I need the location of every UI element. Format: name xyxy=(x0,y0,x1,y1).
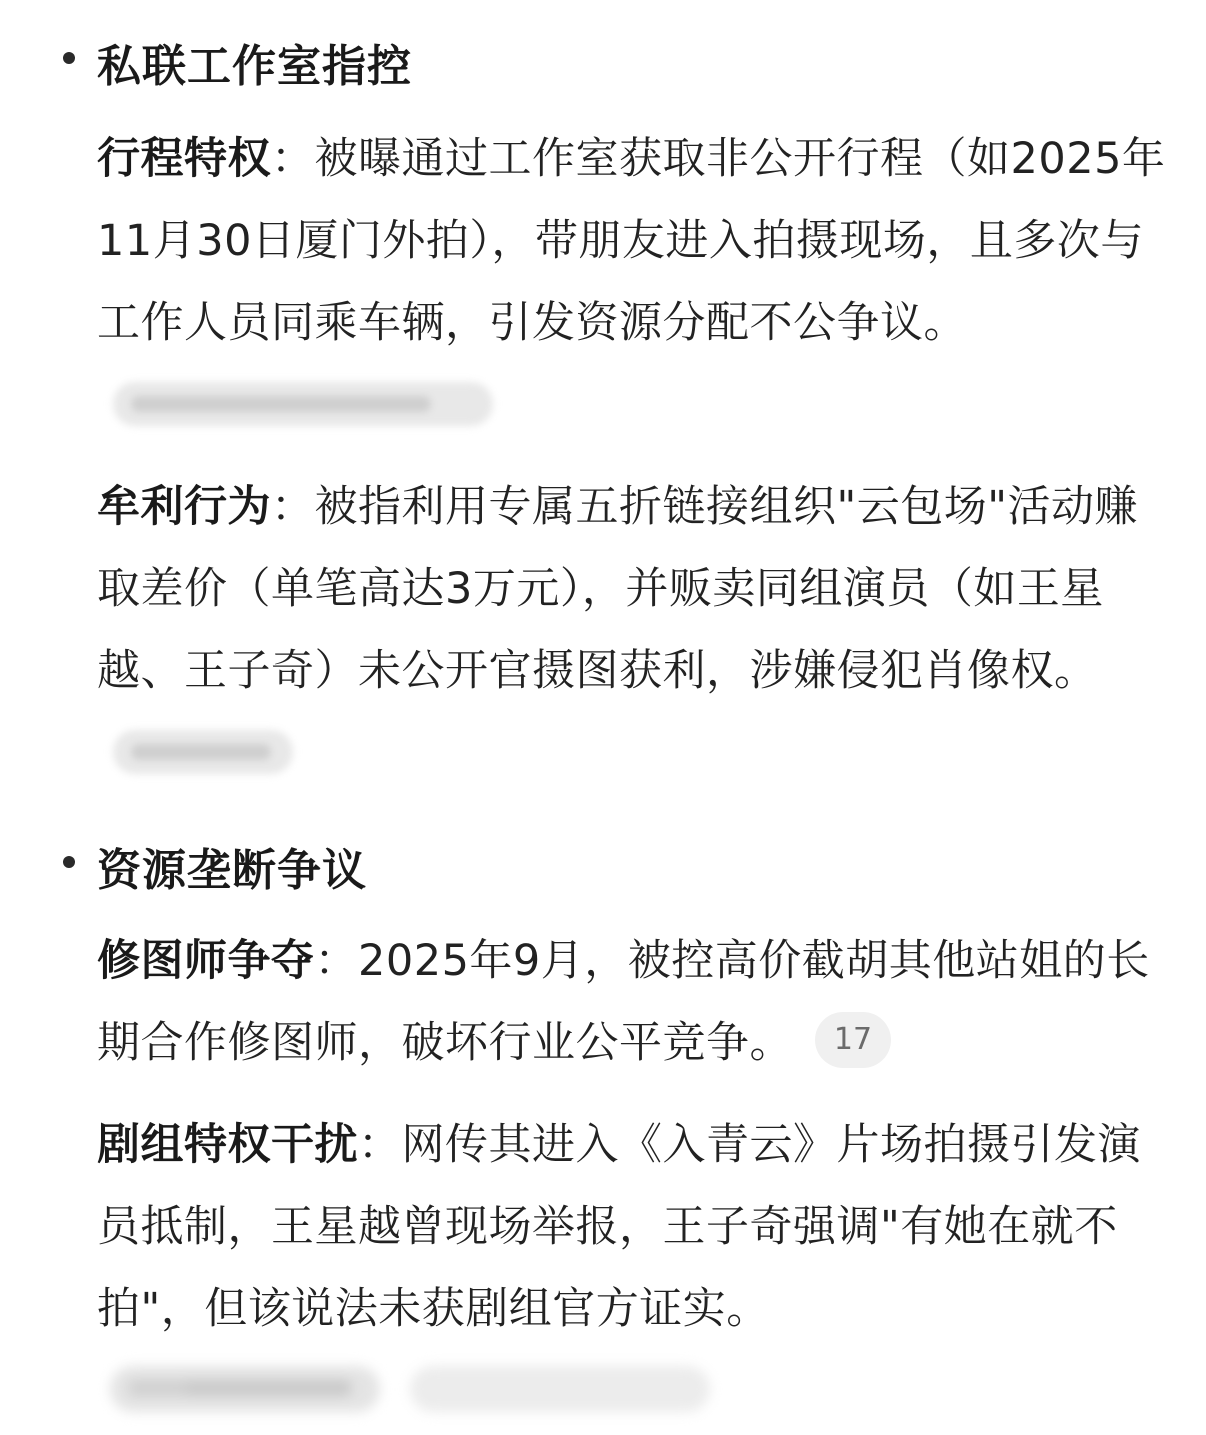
section-title: 私联工作室指控 xyxy=(97,41,412,92)
bullet-dot-icon xyxy=(63,856,75,868)
paragraph-profit-behavior xyxy=(97,466,1167,794)
item-label: 行程特权 xyxy=(97,134,271,184)
item-label: 剧组特权干扰 xyxy=(97,1120,358,1170)
paragraph-crew-interference xyxy=(97,1104,1167,1350)
citation-badge[interactable]: 17 xyxy=(815,1012,891,1068)
blurred-source-chip[interactable] xyxy=(113,382,493,426)
item-text: ：被指利用专属五折链接组织"云包场"活动赚取差价（单笔高达3万元），并贩卖同组演员（如王星越、王子奇）未公开官摄图获利，涉嫌侵犯肖像权。 xyxy=(97,482,1139,696)
paragraph-itinerary-privilege xyxy=(97,118,1167,446)
item-label: 牟利行为 xyxy=(97,482,271,532)
item-text: ：被曝通过工作室获取非公开行程（如2025年11月30日厦门外拍），带朋友进入拍摄现场，且多次与工作人员同乘车辆，引发资源分配不公争议。 xyxy=(97,134,1166,348)
blurred-source-chips[interactable] xyxy=(110,1360,730,1418)
bullet-dot-icon xyxy=(63,52,75,64)
item-label: 修图师争夺 xyxy=(97,936,315,986)
blurred-source-chip[interactable] xyxy=(113,730,293,774)
item-text: ：2025年9月，被控高价截胡其他站姐的长期合作修图师，破坏行业公平竞争。 xyxy=(97,936,1150,1068)
section-title: 资源垄断争议 xyxy=(97,845,367,896)
item-text: ：网传其进入《入青云》片场拍摄引发演员抵制，王星越曾现场举报，王子奇强调"有她在就不拍"，但该说法未获剧组官方证实。 xyxy=(97,1120,1141,1334)
paragraph-retoucher-competition xyxy=(97,920,1167,1084)
